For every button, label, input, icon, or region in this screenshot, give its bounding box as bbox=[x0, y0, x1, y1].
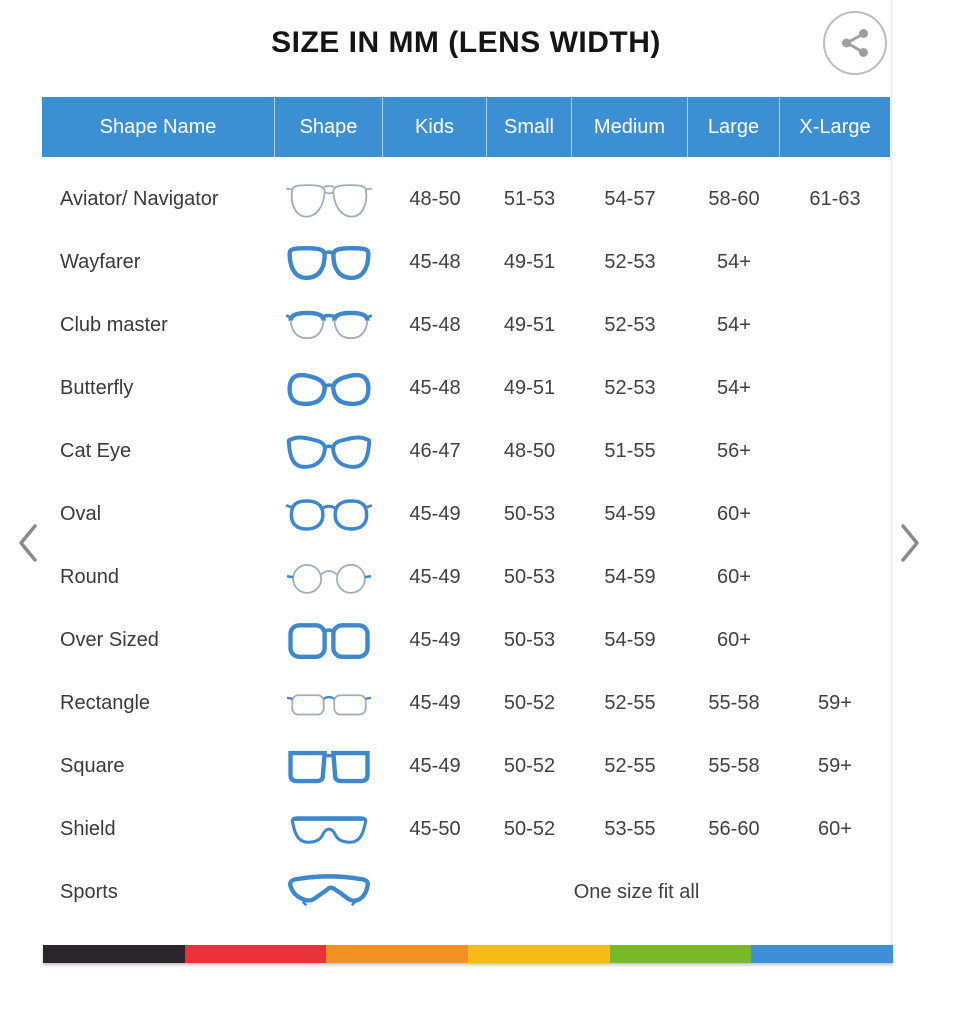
size-xlarge: 61-63 bbox=[809, 188, 861, 210]
size-small: 50-53 bbox=[503, 566, 556, 588]
size-medium: 54-57 bbox=[604, 188, 656, 210]
shape-name: Club master bbox=[60, 314, 168, 336]
size-large: 54+ bbox=[717, 251, 751, 273]
aviator-glasses-icon bbox=[275, 179, 383, 221]
shape-name: Cat Eye bbox=[60, 440, 132, 462]
color-strip-segment bbox=[751, 945, 893, 963]
size-medium: 52-55 bbox=[604, 692, 656, 714]
shape-name: Oval bbox=[60, 503, 102, 525]
butterfly-glasses-icon bbox=[275, 368, 383, 410]
shape-name: Aviator/ Navigator bbox=[60, 188, 219, 210]
size-large: 56-60 bbox=[708, 818, 760, 840]
table-row bbox=[42, 861, 890, 924]
size-large: 58-60 bbox=[708, 188, 760, 210]
rectangle-glasses-icon bbox=[275, 683, 383, 725]
shield-glasses-icon bbox=[275, 809, 383, 851]
wayfarer-glasses-icon bbox=[275, 242, 383, 284]
size-large: 60+ bbox=[717, 566, 751, 588]
size-small: 50-52 bbox=[503, 755, 556, 777]
size-medium: 52-53 bbox=[604, 314, 656, 336]
table-row bbox=[42, 357, 890, 420]
size-small: 50-53 bbox=[503, 629, 556, 651]
table-row bbox=[42, 294, 890, 357]
color-strip-segment bbox=[610, 945, 752, 963]
table-body bbox=[42, 168, 890, 924]
column-header-shape-name: Shape Name bbox=[42, 97, 275, 157]
card-right-edge bbox=[890, 0, 893, 963]
chevron-right-icon bbox=[897, 522, 923, 564]
size-small: 50-52 bbox=[503, 692, 556, 714]
sports-glasses-icon bbox=[275, 872, 383, 914]
brand-color-strip bbox=[43, 945, 893, 963]
size-small: 50-53 bbox=[503, 503, 556, 525]
size-xlarge: 59+ bbox=[818, 755, 852, 777]
oval-glasses-icon bbox=[275, 494, 383, 536]
size-medium: 52-53 bbox=[604, 377, 656, 399]
size-medium: 54-59 bbox=[604, 629, 656, 651]
size-medium: 51-55 bbox=[604, 440, 656, 462]
size-kids: 46-47 bbox=[409, 440, 461, 462]
size-xlarge: 59+ bbox=[818, 692, 852, 714]
column-header-kids: Kids bbox=[383, 97, 487, 157]
size-medium: 54-59 bbox=[604, 566, 656, 588]
color-strip-segment bbox=[185, 945, 327, 963]
size-kids: 45-48 bbox=[409, 251, 461, 273]
size-large: 54+ bbox=[717, 314, 751, 336]
size-small: 49-51 bbox=[503, 377, 556, 399]
color-strip-segment bbox=[43, 945, 185, 963]
size-large: 55-58 bbox=[708, 755, 760, 777]
table-header-row bbox=[42, 97, 890, 157]
size-kids: 45-49 bbox=[409, 692, 461, 714]
size-kids: 45-49 bbox=[409, 566, 461, 588]
share-button[interactable] bbox=[823, 11, 887, 75]
size-small: 51-53 bbox=[503, 188, 556, 210]
shape-name: Sports bbox=[60, 881, 118, 903]
size-kids: 45-50 bbox=[409, 818, 461, 840]
column-header-small: Small bbox=[487, 97, 572, 157]
size-large: 56+ bbox=[717, 440, 751, 462]
size-medium: 52-53 bbox=[604, 251, 656, 273]
size-kids: 45-49 bbox=[409, 755, 461, 777]
shape-name: Rectangle bbox=[60, 692, 151, 714]
shape-name: Butterfly bbox=[60, 377, 134, 399]
table-row bbox=[42, 420, 890, 483]
size-large: 55-58 bbox=[708, 692, 760, 714]
shape-name: Wayfarer bbox=[60, 251, 141, 273]
table-row bbox=[42, 483, 890, 546]
share-icon bbox=[840, 28, 870, 58]
shape-name: Shield bbox=[60, 818, 116, 840]
color-strip-segment bbox=[326, 945, 468, 963]
column-header-medium: Medium bbox=[572, 97, 688, 157]
size-large: 60+ bbox=[717, 503, 751, 525]
size-kids: 45-49 bbox=[409, 629, 461, 651]
clubmaster-glasses-icon bbox=[275, 305, 383, 347]
table-row bbox=[42, 798, 890, 861]
square-glasses-icon bbox=[275, 746, 383, 788]
page-title: SIZE IN MM (LENS WIDTH) bbox=[271, 26, 661, 59]
column-header-large: Large bbox=[688, 97, 780, 157]
chevron-left-icon bbox=[15, 522, 41, 564]
size-kids: 48-50 bbox=[409, 188, 461, 210]
table-row bbox=[42, 735, 890, 798]
cateye-glasses-icon bbox=[275, 431, 383, 473]
size-kids: 45-48 bbox=[409, 314, 461, 336]
color-strip-segment bbox=[468, 945, 610, 963]
one-size-note: One size fit all bbox=[573, 881, 700, 903]
oversized-glasses-icon bbox=[275, 620, 383, 662]
size-medium: 52-55 bbox=[604, 755, 656, 777]
size-small: 49-51 bbox=[503, 314, 556, 336]
size-large: 54+ bbox=[717, 377, 751, 399]
table-row bbox=[42, 609, 890, 672]
shape-name: Square bbox=[60, 755, 125, 777]
size-kids: 45-49 bbox=[409, 503, 461, 525]
carousel-prev-button[interactable] bbox=[14, 521, 42, 565]
table-row bbox=[42, 546, 890, 609]
table-row bbox=[42, 168, 890, 231]
size-small: 48-50 bbox=[503, 440, 556, 462]
table-row bbox=[42, 672, 890, 735]
size-medium: 53-55 bbox=[604, 818, 656, 840]
size-large: 60+ bbox=[717, 629, 751, 651]
table-row bbox=[42, 231, 890, 294]
size-medium: 54-59 bbox=[604, 503, 656, 525]
size-xlarge: 60+ bbox=[818, 818, 852, 840]
shape-name: Round bbox=[60, 566, 119, 588]
shape-name: Over Sized bbox=[60, 629, 159, 651]
round-glasses-icon bbox=[275, 557, 383, 599]
size-small: 49-51 bbox=[503, 251, 556, 273]
carousel-next-button[interactable] bbox=[896, 521, 924, 565]
column-header-shape: Shape bbox=[275, 97, 383, 157]
column-header-xlarge: X-Large bbox=[799, 115, 871, 138]
size-kids: 45-48 bbox=[409, 377, 461, 399]
size-small: 50-52 bbox=[503, 818, 556, 840]
